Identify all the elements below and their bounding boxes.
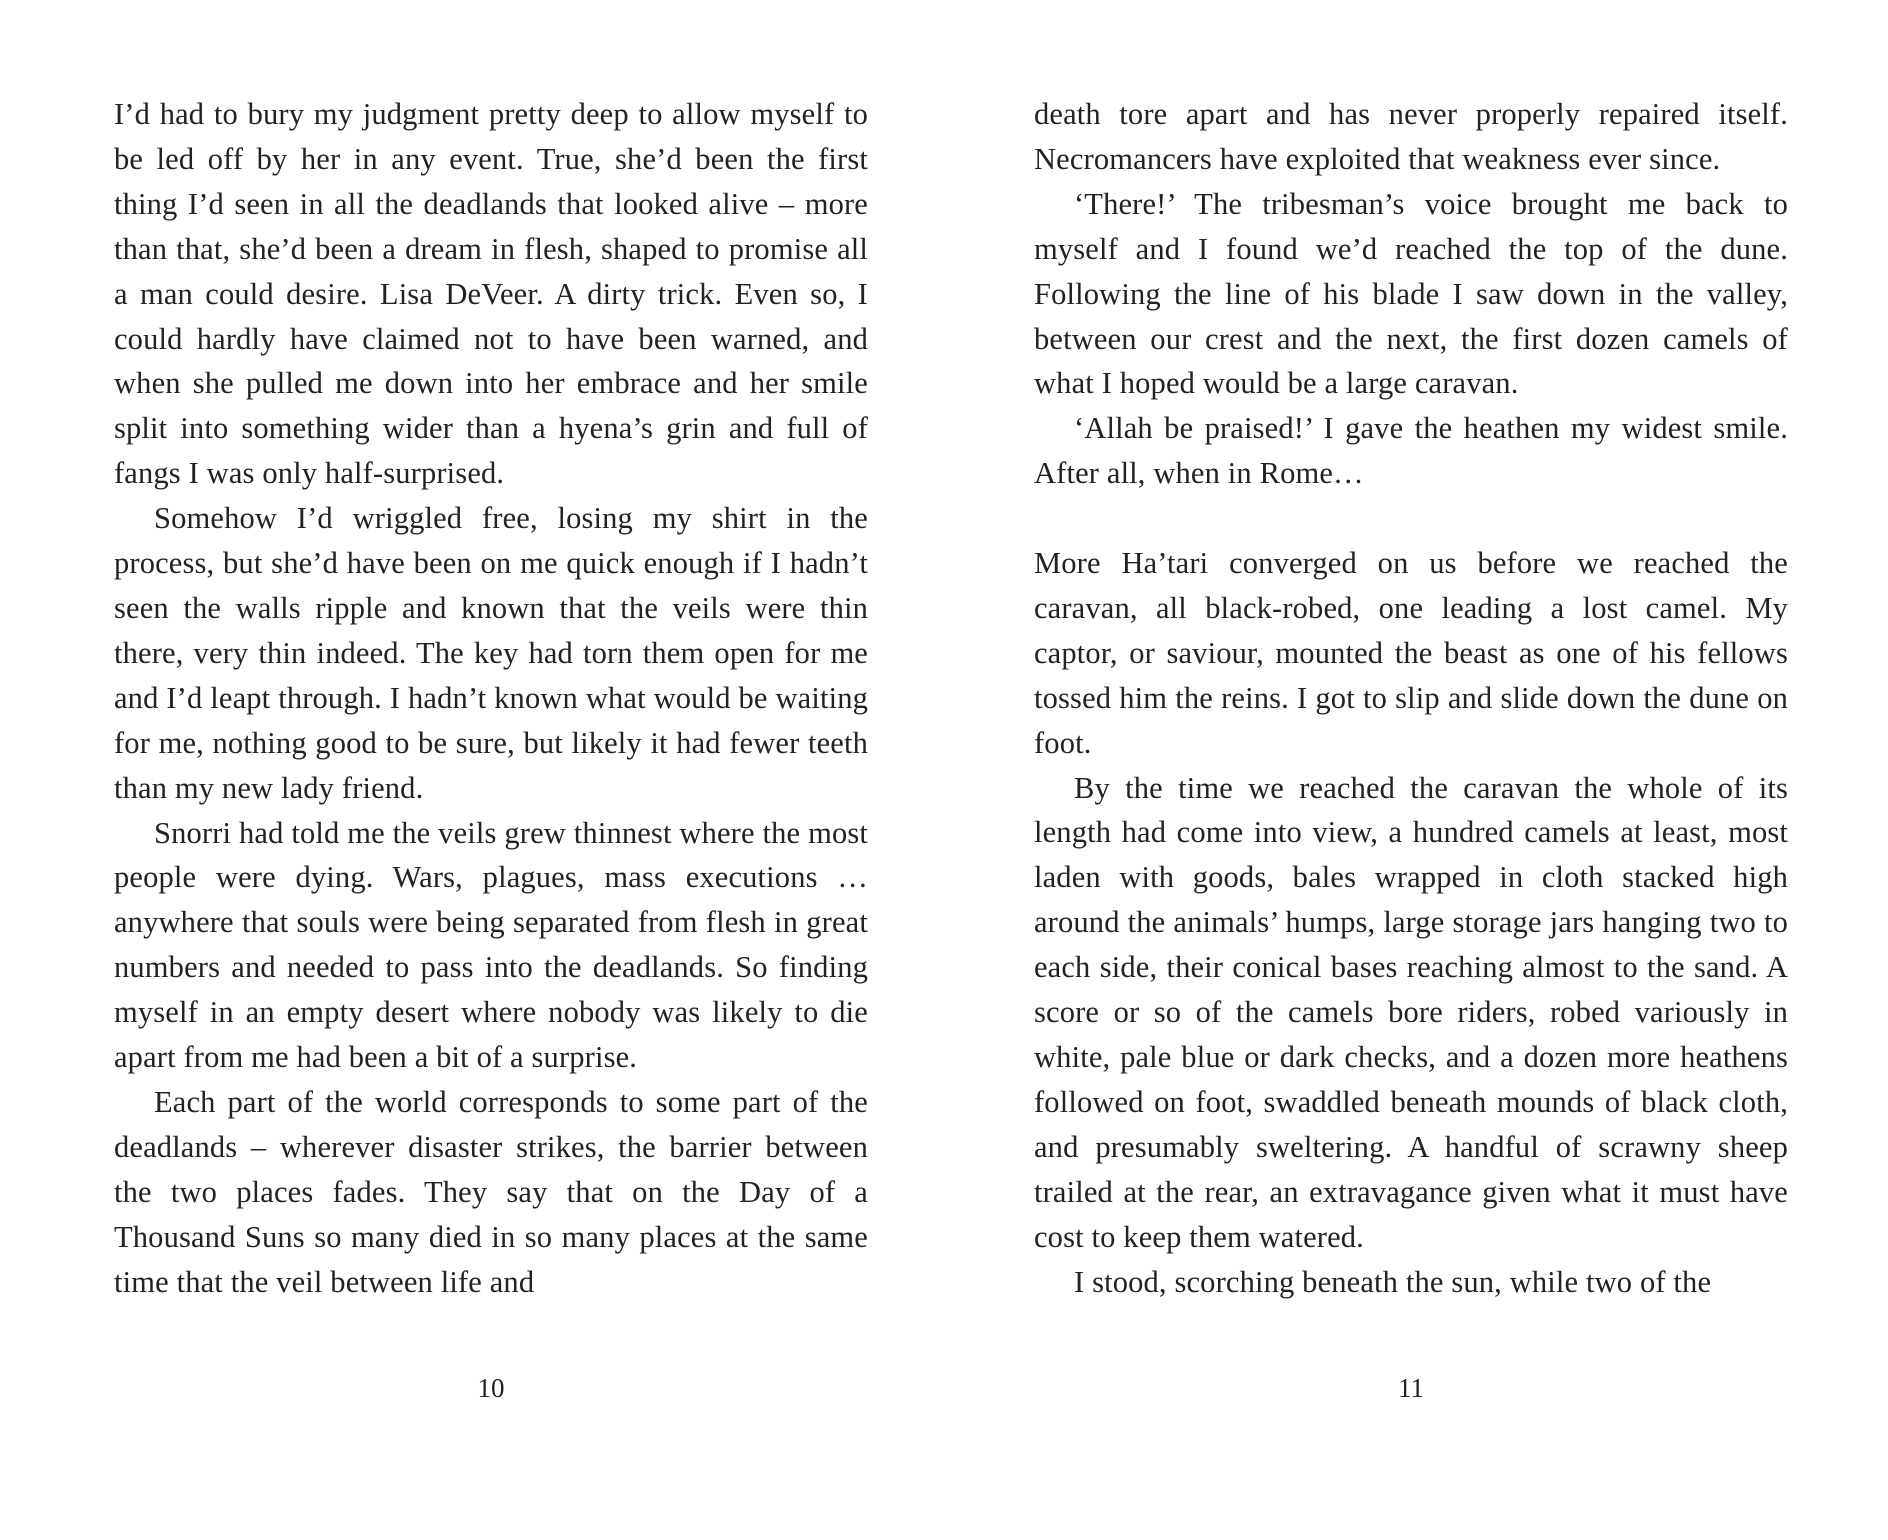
right-paragraph-4: More Ha’tari converged on us before we reached the caravan, all black-robed, one leading a lost camel. My captor, or saviour, mounted the beast as one of his fellows tossed him the reins. I got to slip and slide down the dune on foot. (1034, 546, 1788, 760)
left-paragraph-2: Somehow I’d wriggled free, losing my shirt in the process, but she’d have been on me quick enough if I hadn’t seen the walls ripple and known that the veils were thin there, very thin indeed. The key had torn them open for me and I’d leapt through. I hadn’t known what would be waiting for me, nothing good to be sure, but likely it had fewer teeth than my new lady friend. (114, 501, 868, 805)
right-paragraph-2: ‘There!’ The tribesman’s voice brought me back to myself and I found we’d reached the top of the dune. Following the line of his blade I saw down in the valley, between our crest and the next, the first dozen camels of what I hoped would be a large caravan. (1034, 186, 1788, 401)
left-paragraph-3: Snorri had told me the veils grew thinnest where the most people were dying. Wars, plagues, mass executions … anywhere that souls were being separated from flesh in great numbers and needed to pass into the deadlands. So finding myself in an empty desert where nobody was likely to die apart from me had been a bit of a surprise. (114, 815, 868, 1075)
left-page-number: 10 (477, 1373, 505, 1403)
right-paragraph-6: I stood, scorching beneath the sun, while two of the (1074, 1264, 1712, 1299)
left-page-text (114, 92, 868, 1304)
right-page-text (1034, 92, 1788, 1304)
left-page (114, 92, 868, 1412)
right-paragraph-3: ‘Allah be praised!’ I gave the heathen my widest smile. After all, when in Rome… (1034, 411, 1788, 491)
scene-break (1034, 496, 1788, 541)
right-page-number: 11 (1398, 1373, 1424, 1403)
right-paragraph-5: By the time we reached the caravan the whole of its length had come into view, a hundred camels at least, most laden with goods, bales wrapped in cloth stacked high around the animals’ humps, large storage jars hanging two to each side, their conical bases reaching almost to the sand. A score or so of the camels bore riders, robed variously in white, pale blue or dark checks, and a dozen more heathens followed on foot, swaddled beneath mounds of black cloth, and presumably sweltering. A handful of scrawny sheep trailed at the rear, an extravagance given what it must have cost to keep them watered. (1034, 770, 1788, 1254)
right-page (1034, 92, 1788, 1412)
left-paragraph-4: Each part of the world corresponds to some part of the deadlands – wherever disaster strikes, the barrier between the two places fades. They say that on the Day of a Thousand Suns so many died in so many places at the same time that the veil between life and (114, 1084, 868, 1299)
left-paragraph-1: I’d had to bury my judgment pretty deep to allow myself to be led off by her in any event. True, she’d been the first thing I’d seen in all the deadlands that looked alive – more than that, she’d been a dream in flesh, shaped to promise all a man could desire. Lisa DeVeer. A dirty trick. Even so, I could hardly have claimed not to have been warned, and when she pulled me down into her embrace and her smile split into something wider than a hyena’s grin and full of fangs I was only half-surprised. (114, 97, 868, 491)
right-paragraph-1: death tore apart and has never properly repaired itself. Necromancers have exploited that weakness ever since. (1034, 97, 1788, 176)
